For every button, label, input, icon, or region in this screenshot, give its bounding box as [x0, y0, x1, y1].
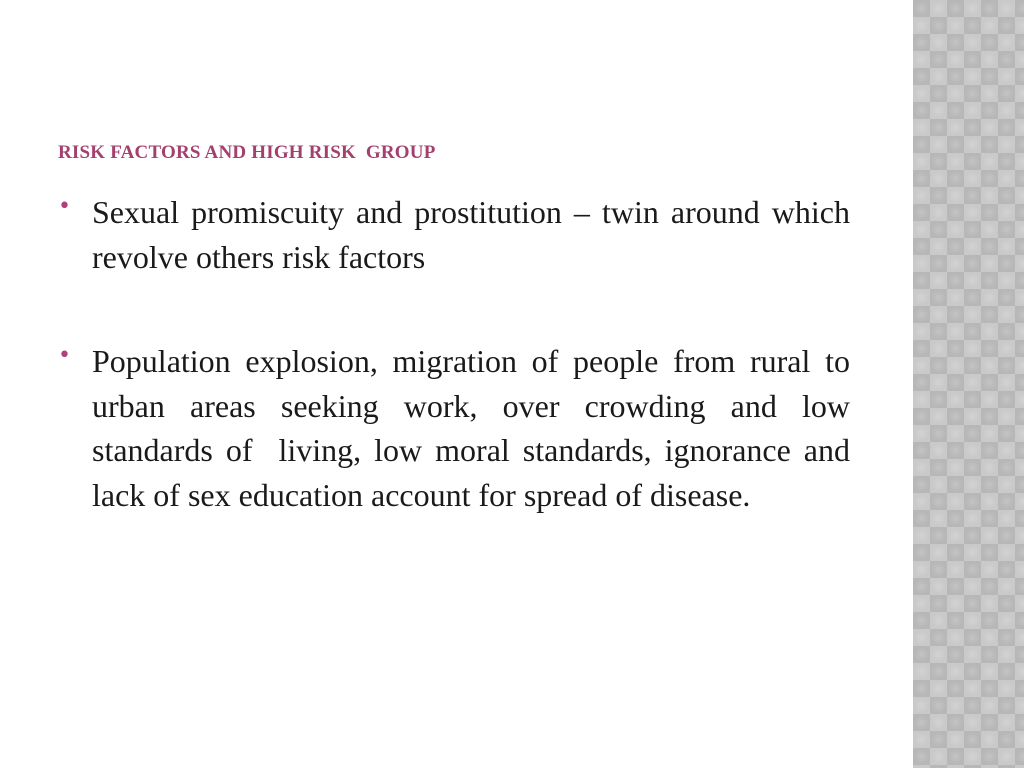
- bullet-item: [58, 339, 858, 517]
- bullet-item: [58, 190, 858, 279]
- slide-title: RISK FACTORS AND HIGH RISK GROUP: [58, 142, 436, 163]
- bullet-icon: •: [58, 194, 71, 219]
- decorative-side-panel: [913, 0, 1024, 768]
- bullet-text: Sexual promiscuity and prostitution – twin around which revolve others risk factors: [92, 194, 858, 275]
- bullet-text: Population explosion, migration of people from rural to urban areas seeking work, over crowding and low standards of living, low moral standards, ignorance and lack of sex education account for spread of disease.: [92, 343, 858, 513]
- bullet-list: [58, 190, 858, 577]
- bullet-icon: •: [58, 343, 71, 368]
